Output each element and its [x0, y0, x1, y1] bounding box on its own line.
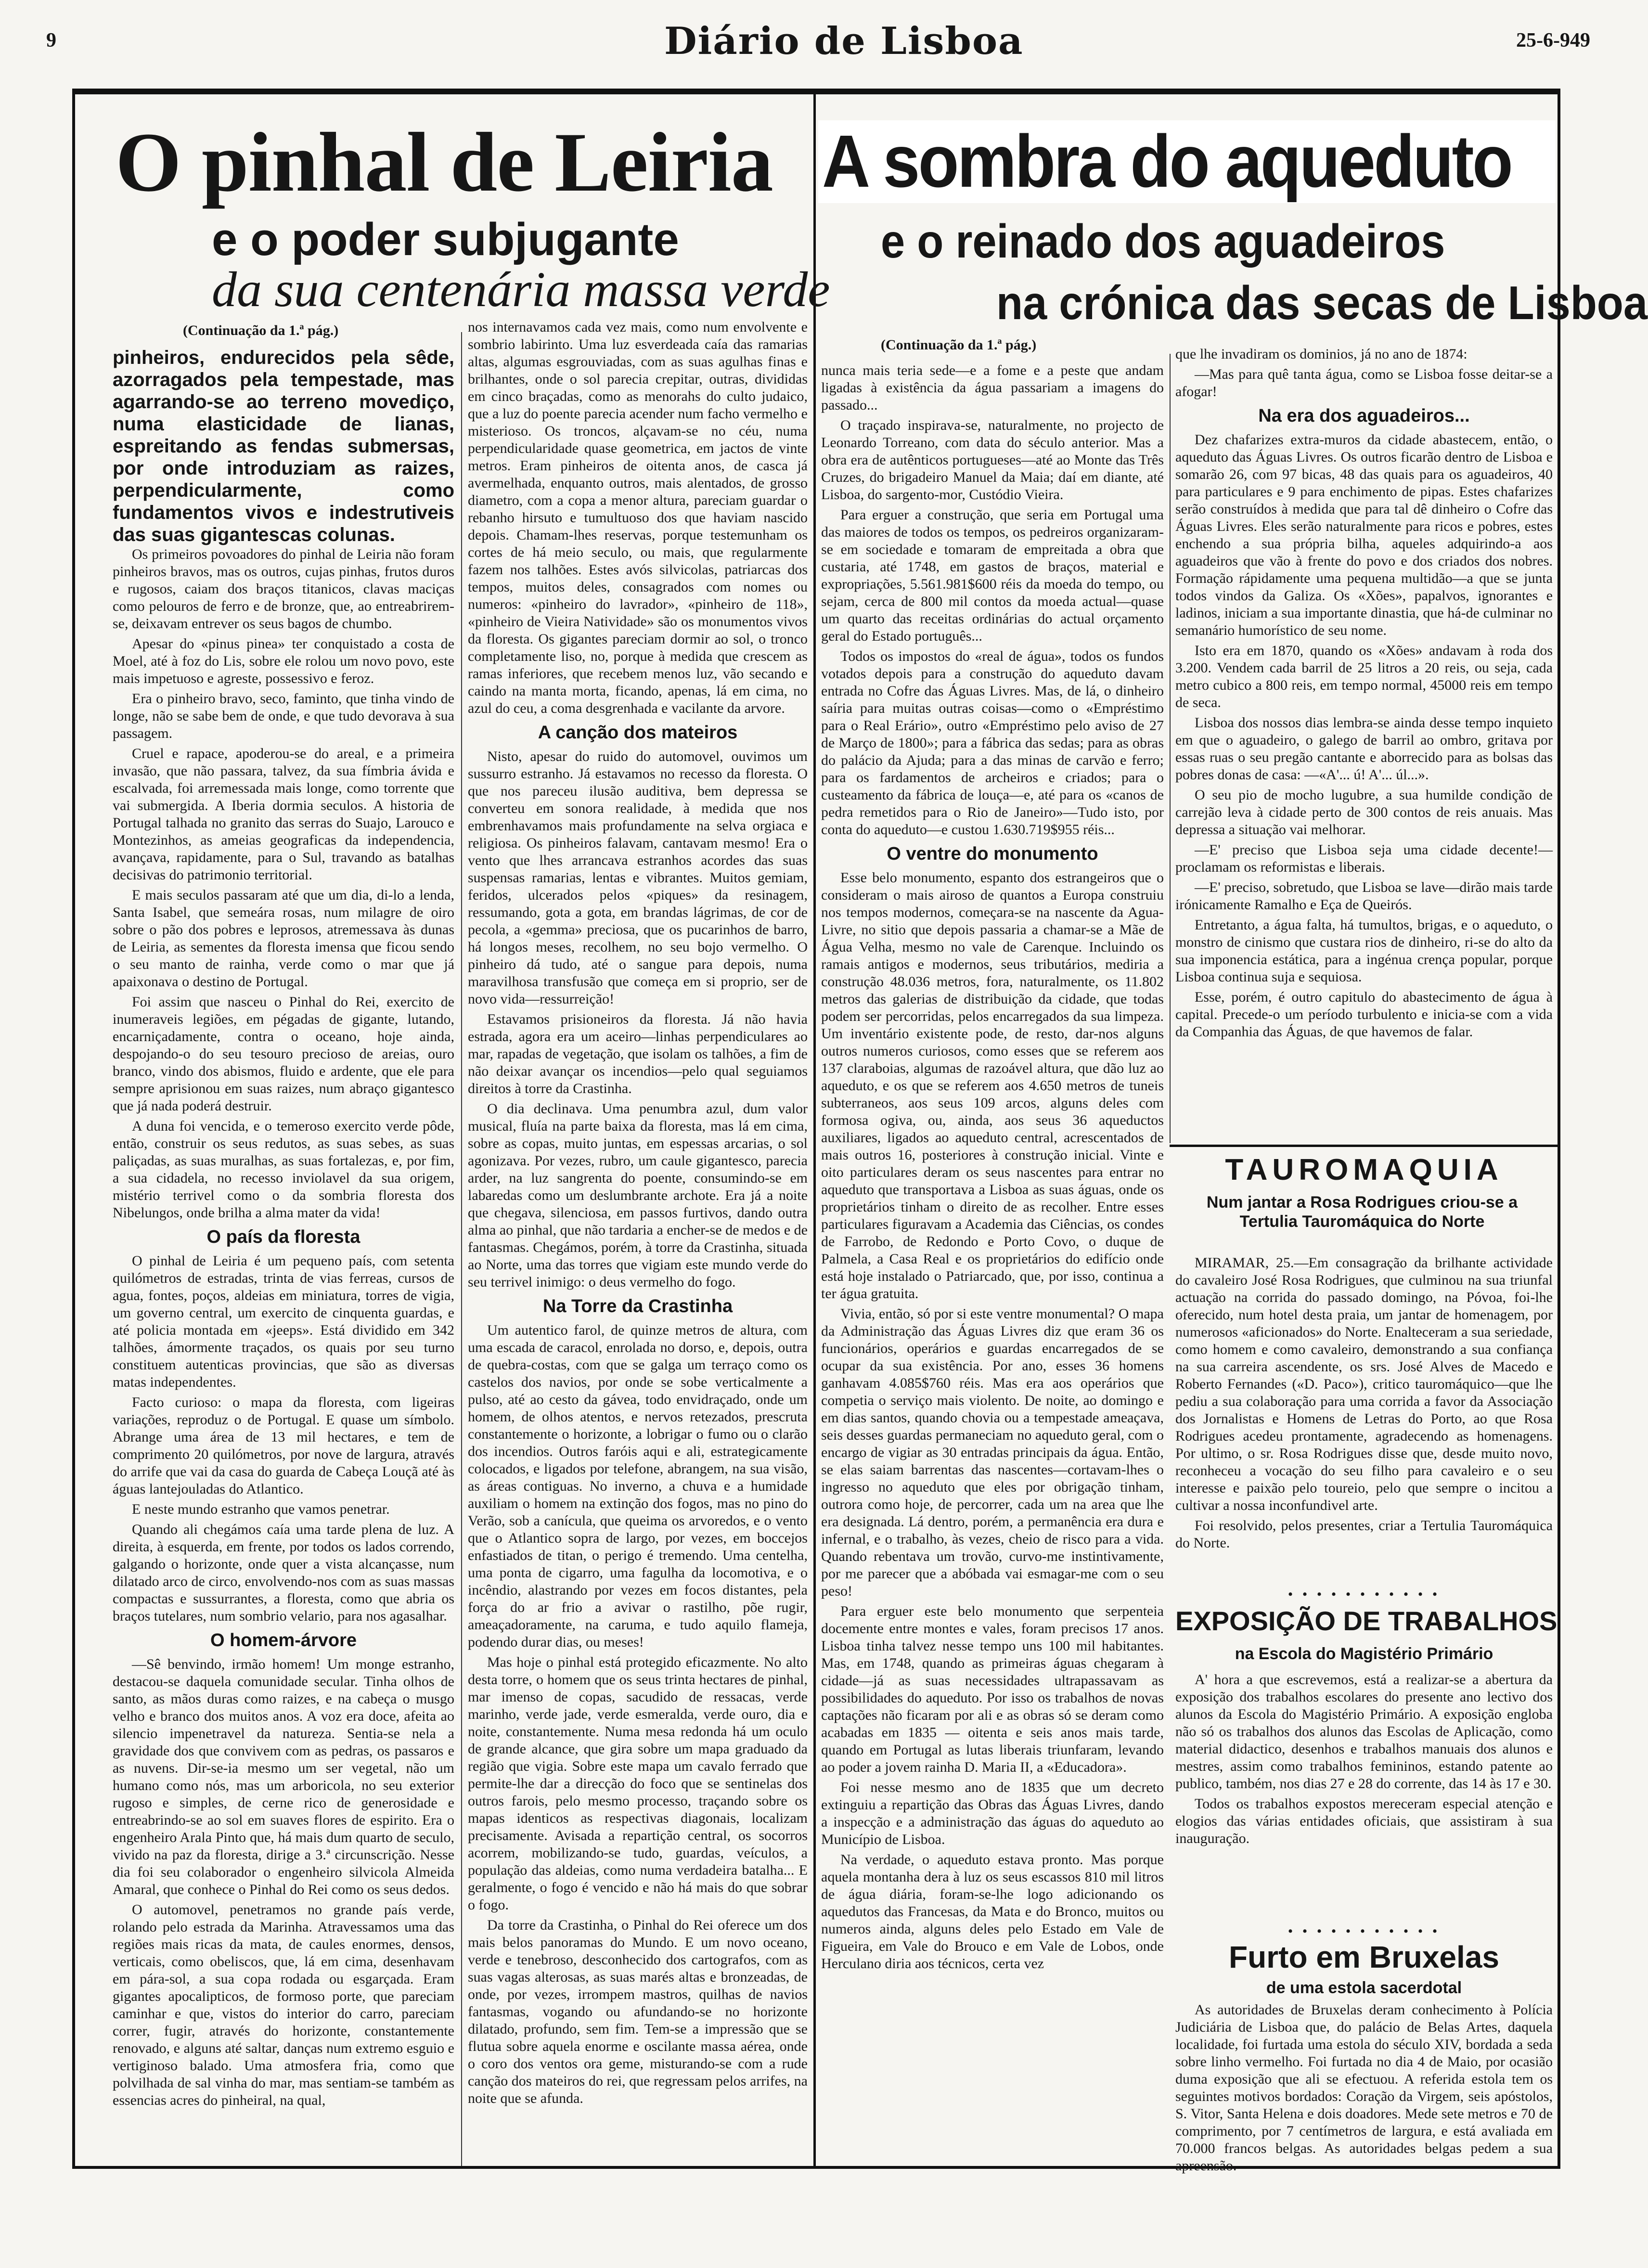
tauromaquia-subtitle: Num jantar a Rosa Rodrigues criou-se a Tertulia Tauromáquica do Norte — [1206, 1193, 1518, 1231]
tauromaquia-body — [1175, 1254, 1553, 1586]
right-border — [1558, 89, 1560, 2168]
right-column-4 — [1175, 346, 1553, 1145]
paragraph: Para erguer este belo monumento que serpenteia docemente entre montes e vales, foram precisos 17 anos. Lisboa tinha talvez nesse tempo uns 100 mil habitantes. Mas, em 1748, quando as primeiras águas chegaram à cidade—já as suas necessidades ultrapassavam as possibilidades do aqueduto. Por isso os trabalhos de novas captações não ficaram por ali e as obras só se deram como acabadas em 1835 — oitenta e seis anos mais tarde, quando em Portugal as lutas liberais triunfaram, levando ao poder a jovem rainha D. Maria II, a «Educadora». — [821, 1603, 1164, 1775]
section-heading: Na era dos aguadeiros... — [1258, 406, 1470, 426]
paragraph: que lhe invadiram os dominios, já no ano de 1874: — [1175, 346, 1468, 362]
paragraph: Um autentico farol, de quinze metros de altura, com uma escada de caracol, enrolada no dorso, e, depois, outra de quebra-costas, com que se galga um terraço como os castelos dos navios, por onde se sobe verticalmente a pulso, até ao cesto da gávea, todo envidraçado, onde um homem, de olhos atentos, e nervos retezados, prescruta constantemente o horizonte, a lobrigar o fumo ou o clarão dos incendios. Outros faróis aqui e ali, estrategicamente colocados, e ligados por telefone, abrangem, na sua visão, as áreas contiguas. No inverno, a chuva e a humidade auxiliam o homem na extinção dos fogos, mas no pino do Verão, sob a canícula, que queima os arvoredos, e o vento que o Atlantico sopra de largo, por vezes, em boccejos enfastiados de titan, o perigo é tremendo. Uma centelha, uma ponta de cigarro, uma fagulha da locomotiva, e o incêndio, alastrando por vezes em focos distantes, pela força do ar frio a avivar o rastilho, põe rugir, ameaçadoramente, na caruma, e tudo aquilo flameja, podendo durar dias, ou meses! — [468, 1322, 808, 1650]
paragraph: As autoridades de Bruxelas deram conhecimento à Polícia Judiciária de Lisboa que, do palácio de Belas Artes, daquela localidade, foi furtada uma estola do século XIV, bordada a seda sobre linho vermelho. Foi furtada no dia 4 de Maio, por ocasião duma exposição que ali se efectuou. A referida estola tem os seguintes motivos bordados: Coração da Virgem, seis apóstolos, S. Vitor, Santa Helena e dois doadores. Mede sete metros e 70 de comprimento, por 7 centímetros de largura, e está avaliada em 70.000 francos belgas. As autoridades belgas pedem a sua apreensão. — [1175, 2002, 1553, 2174]
left-column-2 — [468, 319, 808, 2161]
separator-dots: • • • • • • • • • • • — [1288, 1923, 1441, 1939]
paragraph: —E' preciso, sobretudo, que Lisboa se lave—dirão mais tarde irónicamente Ramalho e Eça de Queirós. — [1175, 879, 1553, 913]
col-rule-1 — [461, 332, 462, 2166]
paragraph: E neste mundo estranho que vamos penetrar. — [132, 1501, 390, 1517]
section-heading: O homem-árvore — [210, 1630, 357, 1650]
tauromaquia-rule — [1170, 1145, 1558, 1147]
paragraph: Da torre da Crastinha, o Pinhal do Rei oferece um dos mais belos panoramas do Mundo. E um novo oceano, verde e tenebroso, desconhecido dos cartografos, com as suas vagas alterosas, as suas marés altas e bronzeadas, de onde, por vezes, irrompem mastros, quilhas de navios fantasmas, vogando ou afundando-se no horizonte dilatado, profundo, sem fim. Tem-se a impressão que se flutua sobre aquela enorme e oscilante massa aérea, onde o coro dos ventos ora geme, misturando-se com a rude canção dos mateiros do rei, que regressam pelos arrifes, na noite que se afunda. — [468, 1917, 808, 2106]
paragraph: Para erguer a construção, que seria em Portugal uma das maiores de todos os tempos, os pedreiros organizaram-se em sociedade e tomaram de empreitada a obra que custaria, até 1748, em gastos de braços, material e expropriações, 5.561.981$600 réis da moeda do tempo, ou sejam, cerca de 800 mil contos da moeda actual—quase um quarto das receitas ordinárias do actual orçamento geral do Estado português... — [821, 507, 1164, 644]
right-headline: A sombra do aqueduto — [822, 120, 1512, 203]
exposicao-subtitle: na Escola do Magistério Primário — [1235, 1645, 1494, 1663]
left-subhead-italic: da sua centenária massa verde — [212, 262, 830, 317]
paragraph: —E' preciso que Lisboa seja uma cidade decente!—proclamam os reformistas e liberais. — [1175, 842, 1553, 875]
section-heading: O país da floresta — [206, 1227, 360, 1247]
furto-title: Furto em Bruxelas — [1229, 1940, 1499, 1974]
paragraph: O automovel, penetramos no grande país verde, rolando pelo estrada da Marinha. Atravessamos uma das regiões mais ricas da mata, de caules enormes, densos, verticais, como obeliscos, que, lá em cima, desenhavam em pára-sol, a sua copa rodada ou esgarçada. Eram gigantes apocalipticos, de formoso porte, que pareciam caminhar e que, vistos do interior do carro, pareciam correr, fugir, através do horizonte, constantemente renovado, e alguns até saltar, danças num extremo esguio e vertiginoso balado. Uma atmosfera fria, como que polvilhada de sal vinha do mar, mas sentiam-se também as essencias acres do pinheiral, na qual, — [113, 1902, 454, 2108]
paragraph: Esse, porém, é outro capitulo do abastecimento de água à capital. Precede-o um período turbulento e inicia-se com a vida da Companhia das Águas, de que havemos de falar. — [1175, 989, 1553, 1040]
paragraph: Cruel e rapace, apoderou-se do areal, e a primeira invasão, que não passara, talvez, da sua fímbria ávida e escalvada, foi arremessada mais longe, como torrente que vai submergida. A Iberia dormia seculos. A historia de Portugal talhada no granito das serras do Suajo, Larouco e Montezinhos, as ameias geograficas da independencia, avançava, rapidamente, para o Sul, travando as batalhas decisivas do patrimonio territorial. — [113, 746, 454, 883]
right-continuation: (Continuação da 1.ª pág.) — [881, 337, 1037, 353]
paragraph: MIRAMAR, 25.—Em consagração da brilhante actividade do cavaleiro José Rosa Rodrigues, que culminou na sua triunfal actuação na corrida do passado domingo, na Póvoa, foi-lhe oferecido, num hotel desta praia, um jantar de homenagem, por numerosos «aficionados» do Norte. Enalteceram a sua seriedade, como homem e como cavaleiro, demonstrando a sua confiança na sua carreira ascendente, os srs. José Alves de Macedo e Roberto Fernandes («D. Paco»), critico tauromáquico—que lhe pediu a sua colaboração para uma corrida a favor da Associação dos Jornalistas e Homens de Letras do Porto, ao que Rosa Rodrigues acedeu prontamente, agradecendo as homenagens. Por ultimo, o sr. Rosa Rodrigues disse que, desde muito novo, reconheceu a vocação do seu filho para cavaleiro e o seu interesse e paixão pelo toureio, pelo que sempre o incitou a cultivar a nossa inconfundivel arte. — [1175, 1255, 1553, 1513]
paragraph: Foi assim que nasceu o Pinhal do Rei, exercito de inumeraveis legiões, em pégadas de gigante, lutando, encarniçadamente, contra o oceano, hoje ainda, despojando-o do seu tesouro precioso de areias, ouro branco, vindo dos abismos, fluido e ardente, que ele para sempre aprisionou em suas raizes, num abraço gigantesco que já nada poderá destruir. — [113, 994, 454, 1114]
tauromaquia-title: TAUROMAQUIA — [1225, 1153, 1503, 1186]
paragraph: A duna foi vencida, e o temeroso exercito verde pôde, então, construir os seus redutos, as suas sebes, as suas paliçadas, as suas muralhas, as suas fortalezas, e, por fim, a sua cidadela, no recesso inviolavel da sua origem, mistério terrivel como o da sombria floresta dos Nibelungos, onde brilha a alma mater da vida! — [113, 1118, 454, 1221]
section-heading: A canção dos mateiros — [538, 722, 738, 743]
page-number: 9 — [46, 29, 56, 52]
paragraph: A' hora a que escrevemos, está a realizar-se a abertura da exposição dos trabalhos escolares do presente ano lectivo dos alunos da Escola do Magistério Primário. A exposição engloba não só os trabalhos dos alunos das Escolas de Aplicação, como material didactico, desenhos e trabalhos manuais dos alunos e mestres, assim como trabalhos femininos, estando patente ao publico, também, nos dias 27 e 28 do corrente, das 14 às 17 e 30. — [1175, 1672, 1553, 1791]
right-column-3 — [821, 362, 1164, 2162]
paragraph: Todos os trabalhos expostos mereceram especial atenção e elogios das várias entidades oficiais, que assistiram à sua inauguração. — [1175, 1796, 1553, 1846]
furto-body — [1175, 2001, 1553, 2174]
paragraph: Facto curioso: o mapa da floresta, com ligeiras variações, reproduz o de Portugal. E quase um símbolo. Abrange uma área de 13 mil hectares, e tem de comprimento 20 quilómetros, por nove de largura, através do arrife que vai da casa do guarda de Cabeça Louçã até às águas lantejouladas do Atlantico. — [113, 1394, 454, 1497]
paragraph: —Mas para quê tanta água, como se Lisboa fosse deitar-se a afogar! — [1175, 366, 1553, 399]
story-divider — [813, 94, 816, 2166]
paragraph: Nisto, apesar do ruido do automovel, ouvimos um sussurro estranho. Já estavamos no recesso da floresta. O que nos pareceu ilusão auditiva, bem depressa se converteu em sonora realidade, à medida que nos embrenhavamos mais profundamente na selva orgiaca e religiosa. Os pinheiros falavam, cantavam mesmo! Era o vento que lhes arrancava estranhos acordes das suas suspensas ramarias, lentas e vibrantes. Muitos gemiam, feridos, ulcerados pelos «piques» da resinagem, ressumando, gota a gota, em brandas lágrimas, de cor de pecola, a «gemma» preciosa, que os pucarinhos de barro, há longos meses, recolhem, no seu bojo vermelho. O pinheiro dá tudo, até o sangue para depois, numa maravilhosa transfusão que começa em si proprio, ser de novo vida—ressurreição! — [468, 748, 808, 1007]
masthead-rule — [72, 89, 1559, 94]
paragraph: O pinhal de Leiria é um pequeno país, com setenta quilómetros de estradas, trinta de vias ferreas, cursos de agua, fontes, poços, aldeias em miniatura, torres de vigia, um governo central, um exercito de cinquenta guardas, e até policia montada em «jeeps». Está dividido em 342 talhões, ámormente traçados, os quais por seu turno constituem autenticas provincias, que são as diversas matas independentes. — [113, 1253, 454, 1390]
section-heading: O ventre do monumento — [887, 844, 1098, 864]
right-subhead-2: na crónica das secas de Lisboa — [996, 276, 1648, 329]
paragraph: O traçado inspirava-se, naturalmente, no projecto de Leonardo Torreano, com data do século anterior. Mas a obra era de autênticos portugueses—até ao Monte das Três Cruzes, do brigadeiro Manuel da Maia; daí em diante, até Lisboa, do sargento-mor, Custódio Vieira. — [821, 417, 1164, 503]
paragraph: nos internavamos cada vez mais, como num envolvente e sombrio labirinto. Uma luz esverdeada caía das ramarias altas, algumas esgrouviadas, com as suas agulhas finas e brilhantes, onde o sol parecia crepitar, outras, divididas em cinco braçadas, como as menorahs do culto judaico, que a luz do poente parecia acender num facho vermelho e misterioso. Os troncos, alçavam-se no céu, numa perpendicularidade quase geometrica, em jactos de vinte metros. Eram pinheiros de oitenta anos, de casca já avermelhada, enquanto outros, mais alentados, de grosso diametro, com a copa a menor altura, pareciam guardar o rebanho hirsuto e tumultuoso dos que haviam nascido depois. Chamam-lhes reservas, porque testemunham os cortes de há meio seculo, ou mais, que regularmente fazem nos talhões. Estes avós silvicolas, patriarcas dos tempos, muitos deles, consagrados com nomes ou numeros: «pinheiro do lavrador», «pinheiro de 118», «pinheiro de Vieira Natividade» são os monumentos vivos da floresta. Os gigantes pareciam dormir ao sol, o tronco completamente liso, no, porque à medida que crescem as ramas inferiores, que recebem menos luz, vão secando e caindo na manta morta, ficando, apenas, lá em cima, no azul do ceu, a coma desgrenhada e vacilante da arvore. — [468, 319, 808, 716]
paragraph: E mais seculos passaram até que um dia, di-lo a lenda, Santa Isabel, que semeára rosas, num milagre de oiro sobre o pão dos pobres e leprosos, atremessava às dunas de Leiria, as sementes da floresta imensa que ficou sendo o seu manto de rainha, verde como o mar que já apaixonava o destino de Portugal. — [113, 887, 454, 990]
paragraph: Todos os impostos do «real de água», todos os fundos votados depois para a construção do aqueduto davam entrada no Cofre das Águas Livres. Mas, de lá, o dinheiro saíria para muitas outras coisas—como o «Empréstimo para o Real Erário», outro «Empréstimo pelo aviso de 27 de Março de 1800»; para a fábrica das sedas; para as obras do palácio da Ajuda; para a das minas de carvão e ferro; para os fardamentos de archeiros e criados; para o custeamento da fábrica de louça—e, até para os «canos de pedra remetidos para o Rio de Janeiro»—Tudo isto, por conta do aqueduto—e custou 1.630.719$955 réis... — [821, 648, 1164, 838]
paragraph: nunca mais teria sede—e a fome e a peste que andam ligadas à existência da água passariam a imagens do passado... — [821, 362, 1164, 413]
section-heading: Na Torre da Crastinha — [542, 1296, 733, 1316]
masthead-title: Diário de Lisboa — [664, 19, 1024, 63]
paragraph: Dez chafarizes extra-muros da cidade abastecem, então, o aqueduto das Águas Livres. Os outros ficarão dentro de Lisboa e somarão 26, com 97 bicas, 48 das quais para os aguadeiros, 40 para particulares e 9 para enchimento de pipas. Estes chafarizes serão construídos à medida que para tal dê dinheiro o Cofre das Águas Livres. Eles serão naturalmente para ricos e pobres, estes enchendo a sua própria bilha, aqueles adquirindo-a aos aguadeiros que vão à frente do povo e dos criados dos nobres. Formação rápidamente uma pequena multidão—a que se junta todos vindos da Galiza. Os «Xões», papalvos, ignorantes e ladinos, iniciam a sua importante dinastia, que há-de culminar no semanário humorístico de seu nome. — [1175, 432, 1553, 638]
col-rule-3 — [1170, 354, 1171, 1143]
paragraph: Esse belo monumento, espanto dos estrangeiros que o consideram o mais airoso de quantos a Europa construiu nos tempos modernos, começara-se na nascente da Agua-Livre, no sitio que depois passaria a chamar-se a Mãe de Água Velha, mesmo no vale de Carenque. Incluindo os ramais antigos e modernos, seus tributários, mediria a construção 48.036 metros, fora, naturalmente, os 11.802 metros das galerias de distribuição da cidade, que todas podem ser percorridas, pelos encarregados da sua limpeza. Um inventário existente pode, de resto, dar-nos alguns outros numeros curiosos, como esses que se referem aos 137 claraboias, algumas de razoável altura, que dão luz ao aqueduto, e os que se referem aos 4.650 metros de tuneis subterraneos, aos seus 109 arcos, alguns deles com formosa ogiva, ou, ainda, aos seus 36 aqueductos auxiliares, ligados ao aqueduto central, acrescentados de mais outros 16, posteriores à construção inicial. Vinte e oito particulares deram os seus nascentes para entrar no aqueduto que transportava a Lisboa as suas águas, onde os proprietários tinham o direito de as recolher. Entre esses particulares figuravam a Academia das Ciências, os condes de Farrobo, de Redondo e Porto Covo, o duque de Palmela, a Casa Real e os proprietários do edifício onde está hoje instalado o Patriarcado, que, por isso, continua a ter água gratuita. — [821, 870, 1164, 1302]
masthead-date: 25-6-949 — [1516, 29, 1590, 52]
paragraph: Estavamos prisioneiros da floresta. Já não havia estrada, agora era um aceiro—linhas perpendiculares ao mar, rapadas de vegetação, que isolam os talhões, a fim de não deixar avançar os incendios—pelo qual seguiamos direitos à torre da Crastinha. — [468, 1011, 808, 1096]
separator-dots: • • • • • • • • • • • — [1288, 1586, 1441, 1602]
paragraph: Vivia, então, só por si este ventre monumental? O mapa da Administração das Águas Livres diz que eram 36 os funcionários, operários e guardas encarregados de se ocupar da sua existência. Por ano, esses 36 homens ganhavam 4.085$760 réis. Mas era aos operários que competia o serviço mais violento. De noite, ao domingo e em dias santos, quando chovia ou a tempestade ameaçava, seis desses guardas permaneciam no aqueduto geral, com o encargo de vigiar as 30 entradas principais da água. Então, se elas saiam barrentas das nascentes—cortavam-lhes o ingresso no aqueduto que eles por obrigação tinham, outrora como hoje, de percorrer, cada um na area que lhe era designada. Lá dentro, porém, a permanência era dura e infernal, e o trabalho, às vezes, cheio de risco para a vida. Quando rebentava um trovão, curvo-me instintivamente, por me parecer que a abóbada vai esmagar-me com o seu peso! — [821, 1306, 1164, 1599]
paragraph: O seu pio de mocho lugubre, a sua humilde condição de carrejão leva à cidade perto de 300 contos de reis anuais. Mas depressa a situação vai melhorar. — [1175, 787, 1553, 838]
left-lede: pinheiros, endurecidos pela sêde, azorragados pela tempestade, mas agarrando-se ao terreno movediço, numa elasticidade de lianas, espreitando as fendas submersas, por onde introduziam as raizes, perpendicularmente, como fundamentos vivos e indestrutiveis das suas gigantescas colunas. — [113, 347, 454, 545]
left-column-1 — [113, 347, 454, 2161]
right-headline-box — [818, 120, 1556, 203]
paragraph: Foi nesse mesmo ano de 1835 que um decreto extinguiu a repartição das Obras das Águas Livres, dando a inspecção e a administração das águas do aqueduto ao Município de Lisboa. — [821, 1779, 1164, 1847]
paragraph: Mas hoje o pinhal está protegido eficazmente. No alto desta torre, o homem que os seus trinta hectares de pinhal, mar imenso de copas, sacudido de ressacas, verde marinho, verde jade, verde esmeralda, verde ouro, dia e noite, constantemente. Numa mesa redonda há um oculo de grande alcance, que gira sobre um mapa graduado da região que vigia. Sobre este mapa um cavalo ferrado que permite-lhe dar a direcção do foco que se sentinelas dos outros farois, pelo mesmo processo, traçando sobre os mapas identicos as respectivas diagonais, localizam precisamente. Avisada a repartição central, os socorros acorrem, mobilizando-se tudo, guardas, veículos, a população das aldeias, como numa verdadeira batalha... E geralmente, o fogo é vencido e não há mais do que sobrar o fogo. — [468, 1654, 808, 1913]
paragraph: Na verdade, o aqueduto estava pronto. Mas porque aquela montanha dera à luz os seus escassos 810 mil litros de água diária, foram-se-lhe logo adicionando os aquedutos das Francesas, da Mata e do Bronco, muitos ou numeros ainda, alguns deles pelo Estado em Vale de Figueira, em Vale do Brouco e em Vale de Lobos, onde Herculano diria aos técnicos, certa vez — [821, 1852, 1164, 1972]
paragraph: Apesar do «pinus pinea» ter conquistado a costa de Moel, até à foz do Lis, sobre ele rolou um novo povo, este mais impetuoso e agreste, possessivo e feroz. — [113, 636, 454, 686]
paragraph: O dia declinava. Uma penumbra azul, dum valor musical, fluía na parte baixa da floresta, mas lá em cima, sobre as copas, muito juntas, em espessas arcarias, o sol agonizava. Por vezes, rubro, um caule gigantesco, parecia arder, na luz sangrenta do poente, consumindo-se em labaredas como um deslumbrante archote. Era já a noite que chegava, silenciosa, em passos furtivos, dando outra alma ao pinhal, que não tardaria a encher-se de medos e de fantasmas. Chegámos, porém, à torre da Crastinha, situada ao Norte, uma das torres que vigiam este mundo verde do seu terrivel inimigo: o deus vermelho do fogo. — [468, 1101, 808, 1290]
paragraph: —Sê benvindo, irmão homem! Um monge estranho, destacou-se daquela comunidade secular. Tinha olhos de santo, as mãos duras como raizes, e na cabeça o musgo velho e branco dos muitos anos. A voz era doce, afeita ao silencio impenetravel da natureza. Sentia-se nela a gravidade dos que convivem com as pedras, os passaros e as nuvens. Dir-se-ia mesmo um ser vegetal, não um humano como nós, mas um arboricola, no seu exterior rugoso e simples, de cerne rico de generosidade e entreabrindo-se ao sol em suaves flores de espirito. Era o engenheiro Arala Pinto que, há mais dum quarto de seculo, vivido na paz da floresta, dirige a 3.ª circunscrição. Nesse dia foi seu colaborador o engenheiro silvicola Almeida Amaral, que conhece o Pinhal do Rei como os seus dedos. — [113, 1656, 454, 1897]
left-headline: O pinhal de Leiria — [116, 116, 773, 209]
paragraph: Era o pinheiro bravo, seco, faminto, que tinha vindo de longe, não se sabe bem de onde, e que tudo devorava à sua passagem. — [113, 691, 454, 741]
paragraph: Isto era em 1870, quando os «Xões» andavam à roda dos 3.200. Vendem cada barril de 25 litros a 20 reis, ou seja, cada metro cubico a 800 reis, em tempo normal, 45000 reis em tempo de seca. — [1175, 643, 1553, 710]
paragraph: Lisboa dos nossos dias lembra-se ainda desse tempo inquieto em que o aguadeiro, o galego de barril ao ombro, gritava por essas ruas o seu pregão cantante e aborrecido para as bolsas das pobres donas de casa: —«A'... ú! A'... úl...». — [1175, 715, 1553, 783]
paragraph: Quando ali chegámos caía uma tarde plena de luz. A direita, à esquerda, em frente, por todos os lados correndo, galgando o horizonte, onde quer a vista alcançasse, num dilatado arco de circo, envolvendo-nos com as suas massas compactas e sussurrantes, a floresta, como que abria os braços tutelares, num sombrio velario, para nos agasalhar. — [113, 1521, 454, 1624]
left-subhead: e o poder subjugante — [212, 214, 679, 265]
paragraph: Entretanto, a água falta, há tumultos, brigas, e o aqueduto, o monstro de cinismo que custara rios de dinheiro, ri-se do alto da sua imponencia estática, para a ingénua crença popular, porque Lisboa continua suja e sequiosa. — [1175, 917, 1553, 985]
right-subhead-1: e o reinado dos aguadeiros — [881, 215, 1445, 268]
exposicao-body — [1175, 1671, 1553, 1921]
left-border — [72, 89, 75, 2168]
left-continuation: (Continuação da 1.ª pág.) — [183, 322, 339, 338]
paragraph: Os primeiros povoadores do pinhal de Leiria não foram pinheiros bravos, mas os outros, cujas pinhas, frutos duros e rugosos, caiam dos braços titanicos, clavas maciças como pelouros de ferro e de bronze, que, ao entreabrirem-se, deixavam entrever os seus bagos de chumbo. — [113, 546, 454, 631]
paragraph: Foi resolvido, pelos presentes, criar a Tertulia Tauromáquica do Norte. — [1175, 1518, 1553, 1551]
furto-subtitle: de uma estola sacerdotal — [1266, 1979, 1462, 1997]
exposicao-title: EXPOSIÇÃO DE TRABALHOS — [1175, 1606, 1558, 1636]
